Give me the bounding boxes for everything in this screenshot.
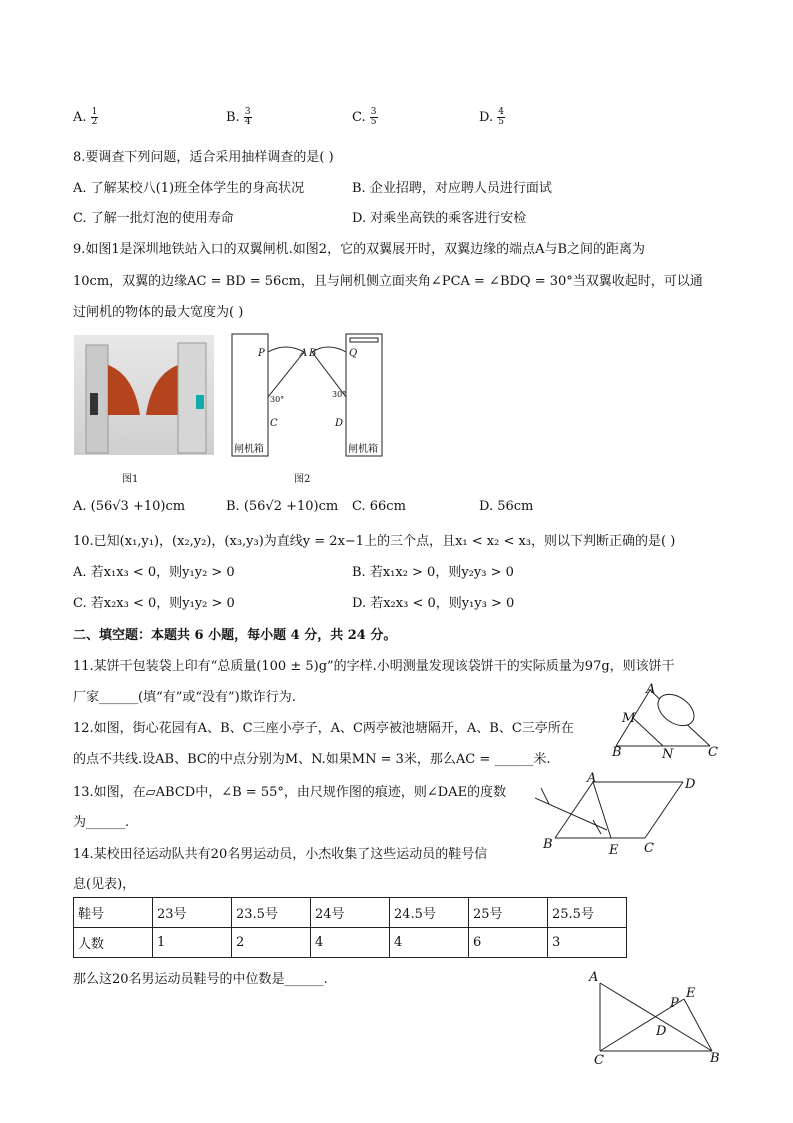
section-2-heading: 二、填空题：本题共 6 小题，每小题 4 分，共 24 分。 xyxy=(73,628,397,643)
fig-bottom-label-c: C xyxy=(594,1053,604,1068)
q12-label-a: A xyxy=(646,682,656,697)
q12-line-2: 的点不共线.设AB、BC的中点分别为M、N.如果MN = 3米，那么AC = ______米. xyxy=(73,752,551,767)
q7-option-b-label: B. xyxy=(226,110,240,125)
q9-option-d: D. 56cm xyxy=(479,499,534,514)
q7-option-b xyxy=(226,108,252,127)
fig-bottom-label-p: P xyxy=(670,996,679,1011)
q10-option-d: D. 若x₂x₃ < 0，则y₁y₃ > 0 xyxy=(352,596,515,611)
fig2-label-b: B xyxy=(309,348,317,359)
table-cell: 鞋号 xyxy=(74,898,153,928)
q7-option-c-label: C. xyxy=(352,110,366,125)
fig2-label-a: A xyxy=(300,348,308,359)
q12-line-1: 12.如图，街心花园有A、B、C三座小亭子，A、C两亭被池塘隔开，A、B、C三亭所在 xyxy=(73,721,574,736)
fig-bottom-label-d: D xyxy=(656,1024,667,1039)
q10-option-c: C. 若x₂x₃ < 0，则y₁y₂ > 0 xyxy=(73,596,235,611)
q7-option-b-fraction: $\frac{3}{4}$ xyxy=(244,107,251,127)
table-cell: 3 xyxy=(548,928,627,958)
table-row xyxy=(74,898,627,928)
q12-label-b: B xyxy=(612,745,622,760)
q9-option-a: A. (56√3 +10)cm xyxy=(73,499,186,514)
fig2-label-c: C xyxy=(270,418,278,429)
fig2-label-p: P xyxy=(258,348,265,359)
triangle-figure-bottom xyxy=(596,975,726,1065)
fig2-caption: 图2 xyxy=(294,474,311,485)
shoe-size-table xyxy=(73,897,627,958)
q13-label-e: E xyxy=(609,843,619,858)
fig2-label-q: Q xyxy=(349,348,358,359)
q7-option-c-fraction: $\frac{3}{5}$ xyxy=(370,107,377,127)
fig-bottom-label-a: A xyxy=(589,970,599,985)
q8-option-d: D. 对乘坐高铁的乘客进行安检 xyxy=(352,211,527,226)
q9-line-3: 过闸机的物体的最大宽度为( ) xyxy=(73,305,244,320)
q10-option-b: B. 若x₁x₂ > 0，则y₂y₃ > 0 xyxy=(352,565,514,580)
q10-option-a: A. 若x₁x₃ < 0，则y₁y₂ > 0 xyxy=(73,565,235,580)
table-cell: 25.5号 xyxy=(548,898,627,928)
q7-option-a-fraction: $\frac{1}{2}$ xyxy=(91,107,98,127)
q10-stem: 10.已知(x₁,y₁)，(x₂,y₂)，(x₃,y₃)为直线y = 2x−1上的三个点，且x₁ < x₂ < x₃，则以下判断正确的是( ) xyxy=(73,534,676,549)
fig2-label-d: D xyxy=(335,418,344,429)
table-cell: 24.5号 xyxy=(390,898,469,928)
table-cell: 23.5号 xyxy=(232,898,311,928)
parallelogram-figure xyxy=(535,770,695,850)
q9-option-c: C. 66cm xyxy=(352,499,406,514)
fig2-box-left-label: 闸机箱 xyxy=(234,444,264,455)
q7-option-d xyxy=(479,108,505,127)
q8-option-b: B. 企业招聘，对应聘人员进行面试 xyxy=(352,181,552,196)
q7-option-a xyxy=(73,108,98,127)
q9-line-2: 10cm，双翼的边缘AC = BD = 56cm，且与闸机侧立面夹角∠PCA = ∠BDQ = 30°当双翼收起时，可以通 xyxy=(73,274,703,289)
table-cell: 4 xyxy=(311,928,390,958)
table-cell: 6 xyxy=(469,928,548,958)
q8-option-c: C. 了解一批灯泡的使用寿命 xyxy=(73,211,234,226)
fig-bottom-label-e: E xyxy=(686,986,696,1001)
q13-label-c: C xyxy=(644,841,654,856)
table-cell: 1 xyxy=(153,928,232,958)
q7-option-d-label: D. xyxy=(479,110,494,125)
table-cell: 2 xyxy=(232,928,311,958)
q13-label-b: B xyxy=(543,837,553,852)
table-cell: 人数 xyxy=(74,928,153,958)
table-row xyxy=(74,928,627,958)
fig2-box-right-label: 闸机箱 xyxy=(348,444,378,455)
gate-photo-drawing xyxy=(74,335,214,455)
q9-option-b: B. (56√2 +10)cm xyxy=(226,499,339,514)
q13-line-1: 13.如图，在▱ABCD中，∠B = 55°，由尺规作图的痕迹，则∠DAE的度数 xyxy=(73,785,507,800)
table-cell: 24号 xyxy=(311,898,390,928)
q7-option-d-fraction: $\frac{4}{5}$ xyxy=(498,107,504,127)
q13-label-d: D xyxy=(685,777,696,792)
q11-line-2: 厂家______(填“有”或“没有”)欺诈行为. xyxy=(73,690,296,705)
gate-photo xyxy=(74,335,214,455)
q12-label-n: N xyxy=(662,747,674,762)
q14-line-2: 息(见表)， xyxy=(73,877,136,892)
q8-stem: 8.要调查下列问题，适合采用抽样调查的是( ) xyxy=(73,150,334,165)
q13-label-a: A xyxy=(587,771,597,786)
q12-label-c: C xyxy=(708,745,718,760)
table-cell: 4 xyxy=(390,928,469,958)
table-cell: 25号 xyxy=(469,898,548,928)
q14-after-table: 那么这20名男运动员鞋号的中位数是______. xyxy=(73,972,328,987)
fig2-angle-left: 30° xyxy=(270,395,285,404)
q11-line-1: 11.某饼干包装袋上印有“总质量(100 ± 5)g”的字样.小明测量发现该袋饼干的实际质量为97g，则该饼干 xyxy=(73,659,675,674)
q9-line-1: 9.如图1是深圳地铁站入口的双翼闸机.如图2，它的双翼展开时，双翼边缘的端点A与B之间的距离为 xyxy=(73,242,646,257)
fig-bottom-label-b: B xyxy=(710,1051,720,1066)
fig1-caption: 图1 xyxy=(122,474,139,485)
q13-line-2: 为______. xyxy=(73,815,130,830)
q8-option-a: A. 了解某校八(1)班全体学生的身高状况 xyxy=(73,181,305,196)
q7-option-c xyxy=(352,108,378,127)
q14-line-1: 14.某校田径运动队共有20名男运动员，小杰收集了这些运动员的鞋号信 xyxy=(73,847,488,862)
fig2-angle-right: 30° xyxy=(332,390,347,399)
q7-option-a-label: A. xyxy=(73,110,87,125)
table-cell: 23号 xyxy=(153,898,232,928)
q12-label-m: M xyxy=(622,711,636,726)
